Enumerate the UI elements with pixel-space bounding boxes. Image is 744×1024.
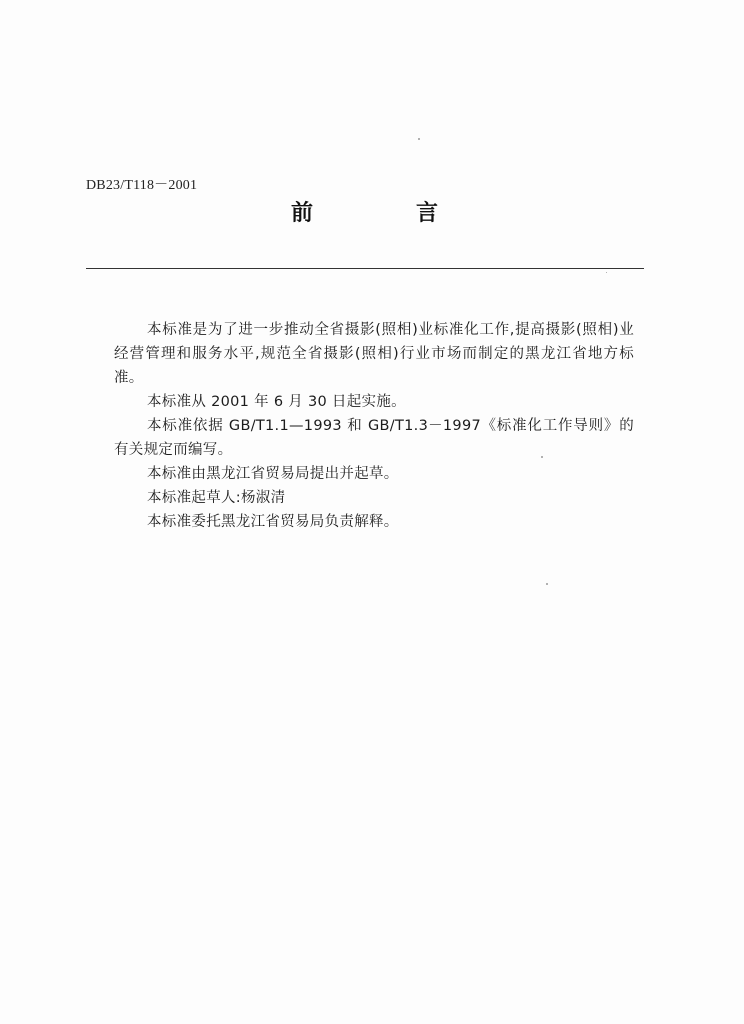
paragraph-proposer: 本标准由黑龙江省贸易局提出并起草。 xyxy=(147,466,399,482)
scan-speck xyxy=(546,583,548,585)
document-code: DB23/T118－2001 xyxy=(86,178,198,193)
page-title xyxy=(0,196,744,226)
paragraph-purpose: 本标准是为了进一步推动全省摄影(照相)业标准化工作,提高摄影(照相)业经营管理和服务水平,规范全省摄影(照相)行业市场而制定的黑龙江省地方标准。 xyxy=(114,322,634,386)
paragraph-interpretation: 本标准委托黑龙江省贸易局负责解释。 xyxy=(147,514,399,530)
scan-speck xyxy=(606,272,607,273)
title-char-1: 前 xyxy=(291,201,314,226)
header-divider xyxy=(86,268,644,269)
scan-speck xyxy=(541,456,543,458)
paragraph-effective-date: 本标准从 2001 年 6 月 30 日起实施。 xyxy=(147,394,406,410)
title-char-2: 言 xyxy=(416,201,439,226)
preface-body xyxy=(114,318,634,534)
paragraph-drafter: 本标准起草人:杨淑清 xyxy=(147,490,286,506)
scan-speck xyxy=(418,138,420,140)
paragraph-basis: 本标准依据 GB/T1.1—1993 和 GB/T1.3－1997《标准化工作导则》的有关规定而编写。 xyxy=(114,418,634,458)
